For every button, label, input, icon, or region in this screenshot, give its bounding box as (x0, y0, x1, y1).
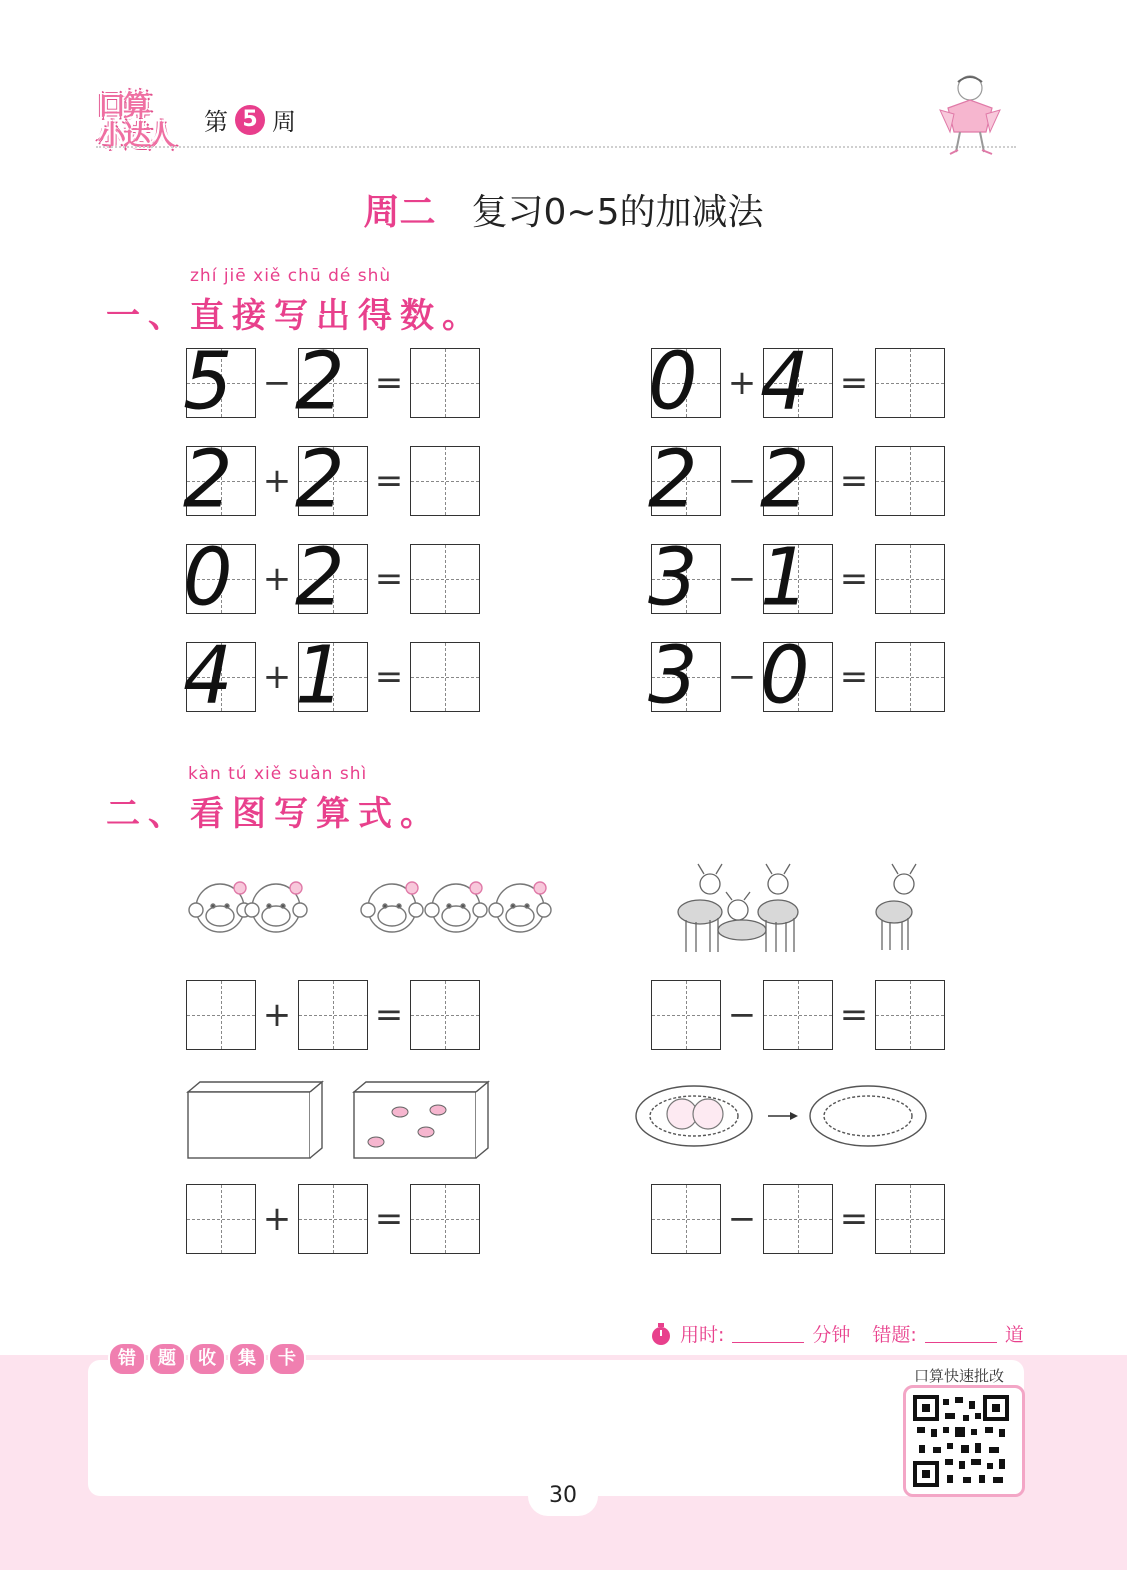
section1-right-column (648, 336, 945, 722)
title-topic: 复习0~5的加减法 (471, 192, 764, 233)
week-prefix: 第 (204, 108, 228, 136)
number-box: 2 (298, 446, 368, 516)
week-suffix: 周 (272, 108, 296, 136)
operator: − (727, 559, 757, 599)
number-box: 1 (763, 544, 833, 614)
picture-equation-row (186, 1184, 480, 1254)
equation-row (648, 532, 945, 624)
answer-box[interactable] (410, 544, 480, 614)
mascot-illustration (920, 70, 1020, 160)
fish-tanks-picture (186, 1080, 496, 1162)
number-box: 3 (651, 544, 721, 614)
answer-box[interactable] (298, 980, 368, 1050)
operator: − (262, 363, 292, 403)
equals-sign: = (839, 559, 869, 599)
number-box: 4 (763, 348, 833, 418)
page-number: 30 (528, 1476, 598, 1516)
week-number-badge: 5 (235, 105, 265, 135)
qr-label: 口算快速批改 (914, 1367, 1005, 1385)
operator: − (727, 657, 757, 697)
number-box: 2 (763, 446, 833, 516)
page-title (0, 184, 1127, 235)
header-divider (96, 146, 1016, 148)
week-indicator (204, 102, 296, 137)
equals-sign: = (374, 461, 404, 501)
error-card-title: 错 题 收 集 卡 (108, 1342, 306, 1376)
deer-picture (660, 852, 950, 952)
title-day: 周二 (363, 192, 436, 233)
operator: + (262, 559, 292, 599)
section2-heading: 二、看图写算式。 (106, 794, 442, 834)
operator: + (262, 461, 292, 501)
stopwatch-icon (650, 1322, 672, 1346)
operator: − (727, 995, 757, 1035)
picture-equation-row (651, 980, 945, 1050)
qr-code-icon (911, 1393, 1011, 1489)
equation-row (183, 336, 480, 428)
answer-box[interactable] (875, 1184, 945, 1254)
number-box: 3 (651, 642, 721, 712)
answer-box[interactable] (875, 348, 945, 418)
section1-left-column (183, 336, 480, 722)
answer-box[interactable] (651, 980, 721, 1050)
operator: − (727, 1199, 757, 1239)
answer-box[interactable] (763, 1184, 833, 1254)
equals-sign: = (839, 363, 869, 403)
equation-row (648, 630, 945, 722)
number-box: 4 (186, 642, 256, 712)
operator: + (262, 1199, 292, 1239)
equals-sign: = (839, 461, 869, 501)
section1-pinyin: zhí jiē xiě chū dé shù (190, 266, 392, 286)
picture-equation-row (186, 980, 480, 1050)
answer-box[interactable] (410, 1184, 480, 1254)
number-box: 2 (186, 446, 256, 516)
answer-box[interactable] (186, 1184, 256, 1254)
equals-sign: = (374, 995, 404, 1035)
answer-box[interactable] (875, 446, 945, 516)
number-box: 2 (651, 446, 721, 516)
answer-box[interactable] (875, 544, 945, 614)
answer-box[interactable] (875, 980, 945, 1050)
operator: + (262, 995, 292, 1035)
number-box: 0 (186, 544, 256, 614)
qr-code[interactable] (903, 1385, 1025, 1497)
operator: − (727, 461, 757, 501)
answer-box[interactable] (410, 980, 480, 1050)
equals-sign: = (374, 1199, 404, 1239)
brand-logo: 口算 小达人 (98, 89, 174, 152)
number-box: 5 (186, 348, 256, 418)
equation-row (183, 630, 480, 722)
equals-sign: = (374, 657, 404, 697)
picture-equation-row (651, 1184, 945, 1254)
errors-unit: 道 (1004, 1324, 1024, 1346)
equals-sign: = (839, 1199, 869, 1239)
number-box: 2 (298, 348, 368, 418)
answer-box[interactable] (410, 348, 480, 418)
answer-box[interactable] (186, 980, 256, 1050)
answer-box[interactable] (298, 1184, 368, 1254)
answer-box[interactable] (410, 446, 480, 516)
answer-box[interactable] (875, 642, 945, 712)
answer-box[interactable] (651, 1184, 721, 1254)
errors-input[interactable] (925, 1324, 997, 1343)
section1-heading: 一、直接写出得数。 (106, 296, 484, 336)
equation-row (648, 434, 945, 526)
number-box: 2 (298, 544, 368, 614)
number-box: 0 (763, 642, 833, 712)
answer-box[interactable] (763, 980, 833, 1050)
equals-sign: = (839, 995, 869, 1035)
equation-row (648, 336, 945, 428)
operator: + (727, 363, 757, 403)
equation-row (183, 434, 480, 526)
monkeys-picture (186, 872, 566, 942)
equals-sign: = (374, 363, 404, 403)
number-box: 1 (298, 642, 368, 712)
time-input[interactable] (732, 1324, 804, 1343)
section2-pinyin: kàn tú xiě suàn shì (188, 764, 368, 784)
number-box: 0 (651, 348, 721, 418)
time-label: 用时: (680, 1324, 725, 1346)
errors-label: 错题: (872, 1324, 917, 1346)
answer-box[interactable] (410, 642, 480, 712)
plates-picture (634, 1082, 930, 1152)
equals-sign: = (839, 657, 869, 697)
equation-row (183, 532, 480, 624)
equals-sign: = (374, 559, 404, 599)
time-errors-row (650, 1320, 1024, 1347)
time-unit: 分钟 (812, 1324, 851, 1346)
operator: + (262, 657, 292, 697)
